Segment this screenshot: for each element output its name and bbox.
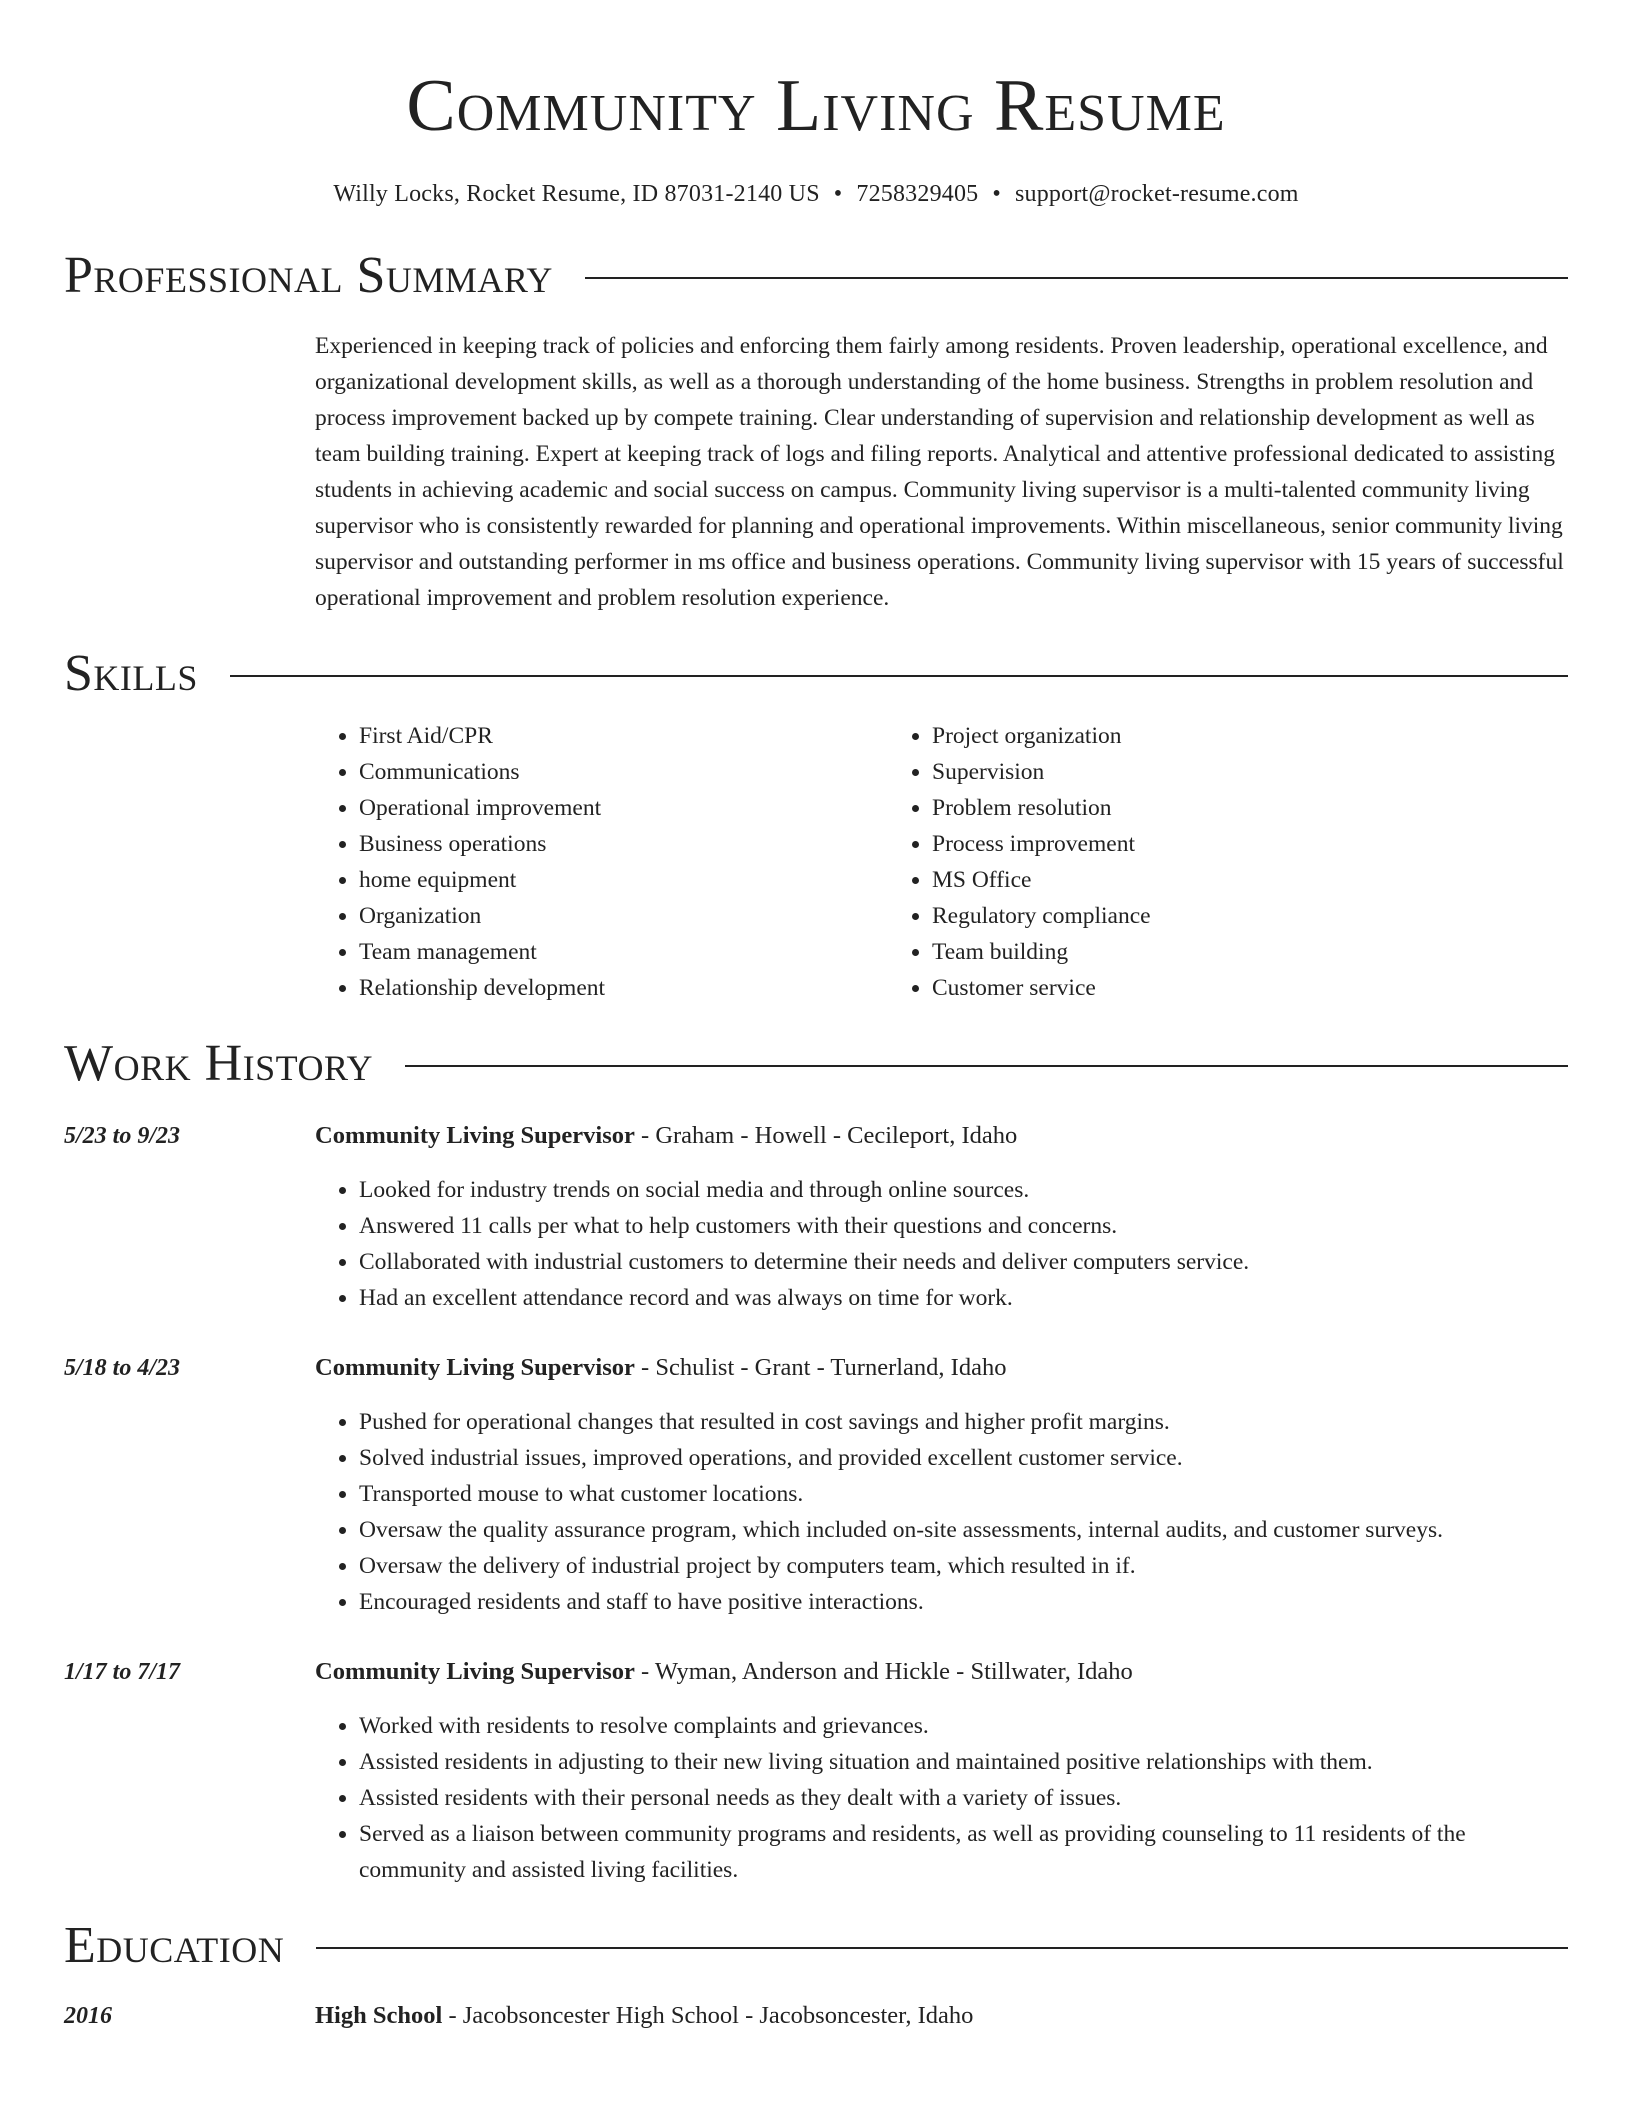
skill-item: • Customer service <box>932 970 1568 1006</box>
job-employer: - Wyman, Anderson and Hickle - Stillwater, Idaho <box>634 1658 1133 1685</box>
work-history-list <box>64 1118 1568 1888</box>
education-heading: Education <box>64 1917 285 1974</box>
job-bullet: • Pushed for operational changes that resulted in cost savings and higher profit margins. <box>359 1404 1568 1440</box>
skill-item: • First Aid/CPR <box>359 718 888 754</box>
job-bullet: • Solved industrial issues, improved operations, and provided excellent customer service. <box>359 1440 1568 1476</box>
job-entry <box>64 1350 1568 1620</box>
job-role: Community Living Supervisor <box>315 1354 635 1381</box>
job-bullets <box>315 1172 1568 1316</box>
section-divider <box>316 1947 1568 1949</box>
job-bullet: • Oversaw the quality assurance program, which included on-site assessments, internal audits, and customer surveys. <box>359 1512 1568 1548</box>
education-date: 2016 <box>64 2003 112 2029</box>
skill-item: • Regulatory compliance <box>932 898 1568 934</box>
contact-separator: • <box>833 181 843 207</box>
job-role: Community Living Supervisor <box>315 1658 635 1685</box>
job-bullet: • Oversaw the delivery of industrial project by computers team, which resulted in if. <box>359 1548 1568 1584</box>
job-title-line <box>315 1118 1568 1154</box>
job-bullet: • Looked for industry trends on social media and through online sources. <box>359 1172 1568 1208</box>
job-details <box>315 1118 1568 1316</box>
job-bullet: • Collaborated with industrial customers to determine their needs and deliver computers service. <box>359 1244 1568 1280</box>
section-divider <box>230 675 1568 677</box>
skill-item: • home equipment <box>359 862 888 898</box>
skills-column-right <box>888 718 1568 1006</box>
contact-phone: 7258329405 <box>856 181 979 207</box>
job-entry <box>64 1654 1568 1888</box>
skill-item: • Process improvement <box>932 826 1568 862</box>
skills-list <box>315 718 1568 1006</box>
skill-item: • Team management <box>359 934 888 970</box>
job-date: 5/18 to 4/23 <box>64 1355 181 1381</box>
job-employer: - Schulist - Grant - Turnerland, Idaho <box>634 1354 1007 1381</box>
job-employer: - Graham - Howell - Cecileport, Idaho <box>634 1122 1018 1149</box>
contact-email: support@rocket-resume.com <box>1014 181 1299 207</box>
skill-item: • Team building <box>932 934 1568 970</box>
job-details <box>315 1350 1568 1620</box>
education-section-header <box>64 1912 1568 1980</box>
skills-heading: Skills <box>64 645 198 702</box>
education-line <box>315 1998 1568 2034</box>
job-entry <box>64 1118 1568 1316</box>
job-role: Community Living Supervisor <box>315 1122 635 1149</box>
skill-item: • MS Office <box>932 862 1568 898</box>
job-bullet: • Transported mouse to what customer locations. <box>359 1476 1568 1512</box>
contact-address: Willy Locks, Rocket Resume, ID 87031-2140 US <box>333 181 820 207</box>
education-degree: High School <box>315 2002 443 2029</box>
resume-title: Community Living Resume <box>406 65 1226 147</box>
job-bullet: • Served as a liaison between community programs and residents, as well as providing counseling to 11 residents of the community and assisted living facilities. <box>359 1816 1568 1888</box>
summary-heading: Professional Summary <box>64 247 553 304</box>
skills-section-header <box>64 640 1568 708</box>
section-divider <box>585 277 1568 279</box>
skill-item: • Relationship development <box>359 970 888 1006</box>
job-title-line <box>315 1350 1568 1386</box>
skills-column-left <box>315 718 888 1006</box>
job-bullet: • Had an excellent attendance record and was always on time for work. <box>359 1280 1568 1316</box>
job-bullets <box>315 1404 1568 1620</box>
section-divider <box>405 1065 1568 1067</box>
skill-item: • Project organization <box>932 718 1568 754</box>
job-date: 1/17 to 7/17 <box>64 1659 181 1685</box>
skill-item: • Organization <box>359 898 888 934</box>
skill-item: • Operational improvement <box>359 790 888 826</box>
work-heading: Work History <box>64 1035 374 1092</box>
job-bullet: • Assisted residents in adjusting to their new living situation and maintained positive relationships with them. <box>359 1744 1568 1780</box>
job-bullets <box>315 1708 1568 1888</box>
skill-item: • Supervision <box>932 754 1568 790</box>
job-bullet: • Answered 11 calls per what to help customers with their questions and concerns. <box>359 1208 1568 1244</box>
job-date: 5/23 to 9/23 <box>64 1123 181 1149</box>
education-details <box>315 1998 1568 2034</box>
job-details <box>315 1654 1568 1888</box>
summary-section-header <box>64 242 1568 310</box>
summary-text: Experienced in keeping track of policies and enforcing them fairly among residents. Proven leadership, operational excellence, and organizational development skills, as well as a thorough understanding of the home business. Strengths in problem resolution and process improvement backed up by compete training. Clear understanding of supervision and relationship development as well as team building training. Expert at keeping track of logs and filing reports. Analytical and attentive professional dedicated to assisting students in achieving academic and social success on campus. Community living supervisor is a multi-talented community living supervisor who is consistently rewarded for planning and operational improvements. Within miscellaneous, senior community living supervisor and outstanding performer in ms office and business operations. Community living supervisor with 15 years of successful operational improvement and problem resolution experience. <box>315 333 1564 611</box>
contact-line <box>64 178 1568 210</box>
skill-item: • Business operations <box>359 826 888 862</box>
work-section-header <box>64 1030 1568 1098</box>
job-bullet: • Worked with residents to resolve complaints and grievances. <box>359 1708 1568 1744</box>
job-bullet: • Encouraged residents and staff to have positive interactions. <box>359 1584 1568 1620</box>
job-bullet: • Assisted residents with their personal needs as they dealt with a variety of issues. <box>359 1780 1568 1816</box>
job-title-line <box>315 1654 1568 1690</box>
contact-separator: • <box>992 181 1001 207</box>
education-school: - Jacobsoncester High School - Jacobsoncester, Idaho <box>442 2002 974 2029</box>
education-entry <box>64 1998 1568 2034</box>
skill-item: • Problem resolution <box>932 790 1568 826</box>
skill-item: • Communications <box>359 754 888 790</box>
